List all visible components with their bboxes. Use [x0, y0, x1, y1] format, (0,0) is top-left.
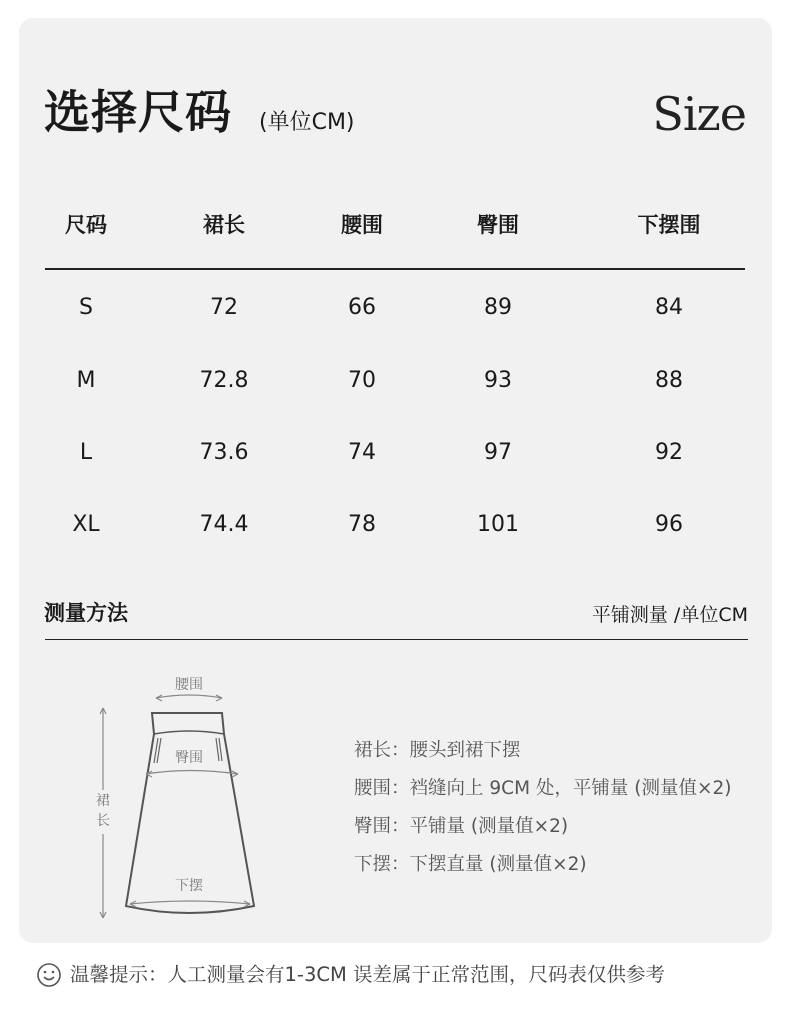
table-cell: 74: [348, 439, 376, 465]
table-cell: 96: [655, 511, 683, 537]
table-cell: S: [79, 294, 93, 320]
hip-arrow: [146, 771, 238, 775]
waist-arrow: [156, 695, 222, 698]
table-cell: 66: [348, 294, 376, 320]
table-header-row: [45, 180, 745, 269]
left-dart: [154, 738, 161, 763]
table-cell: 97: [484, 439, 512, 465]
column-header-length: 裙长: [127, 180, 321, 269]
size-table: [45, 180, 745, 560]
page-title: 选择尺码: [44, 85, 232, 139]
method-note: 平铺测量 /单位CM: [591, 604, 748, 626]
table-cell: 84: [655, 294, 683, 320]
table-cell: 72.8: [199, 367, 249, 393]
table-cell: 88: [655, 367, 683, 393]
length-label-1: 裙: [96, 793, 110, 809]
skirt-diagram: [88, 668, 278, 930]
table-row: [45, 416, 745, 488]
description-waist: 腰围：裆缝向上 9CM 处，平铺量 (测量值×2): [354, 778, 732, 799]
smiley-icon: [36, 962, 62, 988]
table-cell: 74.4: [199, 511, 249, 537]
table-row: [45, 269, 745, 344]
table-cell: 101: [477, 511, 519, 537]
table-cell: 70: [348, 367, 376, 393]
description-hip: 臀围：平铺量 (测量值×2): [354, 816, 569, 837]
description-length: 裙长：腰头到裙下摆: [354, 740, 521, 761]
right-dart: [216, 738, 222, 761]
size-logo: Size: [652, 87, 746, 141]
hem-label: 下摆: [175, 878, 203, 894]
description-hem: 下摆：下摆直量 (测量值×2): [354, 854, 587, 875]
table-cell: 89: [484, 294, 512, 320]
hip-label: 臀围: [175, 750, 203, 766]
table-cell: XL: [72, 511, 100, 537]
waistband-line: [154, 731, 224, 734]
column-header-size: 尺码: [45, 180, 127, 269]
table-cell: M: [76, 367, 96, 393]
table-row: [45, 488, 745, 560]
divider: [45, 639, 748, 640]
table-cell: 72: [210, 294, 238, 320]
table-cell: L: [79, 439, 93, 465]
table-row: [45, 344, 745, 416]
waist-label: 腰围: [175, 677, 203, 693]
unit-label: (单位CM): [259, 110, 355, 135]
table-cell: 92: [655, 439, 683, 465]
column-header-hip: 臀围: [403, 180, 593, 269]
column-header-waist: 腰围: [321, 180, 403, 269]
column-header-hem: 下摆围: [593, 180, 745, 269]
method-title: 测量方法: [44, 601, 128, 625]
table-cell: 93: [484, 367, 512, 393]
table-cell: 78: [348, 511, 376, 537]
length-label-2: 长: [96, 813, 110, 829]
hem-arrow: [130, 901, 250, 904]
measurement-descriptions: [354, 732, 732, 884]
tip-text: 温馨提示：人工测量会有1-3CM 误差属于正常范围，尺码表仅供参考: [70, 963, 665, 986]
footer-tip: [36, 958, 665, 992]
table-cell: 73.6: [199, 439, 249, 465]
